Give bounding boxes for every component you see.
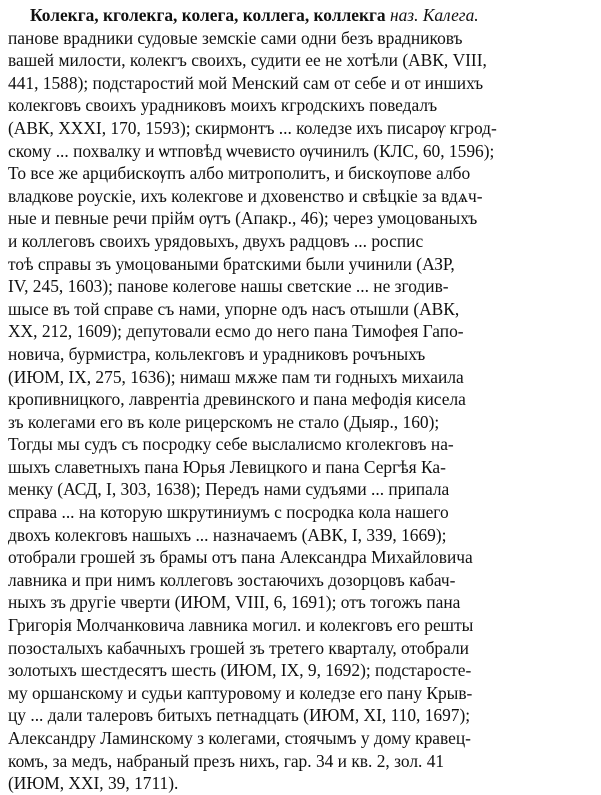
entry-line: тоѣ справы зъ умоцоваными братскими были учинили (АЗР, bbox=[8, 253, 455, 274]
entry-line: лавника и при нимъ коллеговъ зостаючихъ дозорцовъ кабач- bbox=[8, 569, 456, 590]
entry-line: (ИЮМ, XXI, 39, 1711). bbox=[8, 773, 179, 794]
entry-line: кропивницкого, лаврентіа древинского и пана мефодія кисела bbox=[8, 389, 466, 410]
entry-line: менку (АСД, I, 303, 1638); Передъ нами судъями ... припала bbox=[8, 479, 450, 500]
entry-line: 441, 1588); подстаростий мой Менский сам от себе и от иншихъ bbox=[8, 72, 484, 93]
entry-line: вашей милости, колекгъ своихъ, судити ее не хотѣли (АВК, VIII, bbox=[8, 50, 487, 71]
entry-line: новича, бурмистра, кольлекговъ и урадниковъ рочъныхъ bbox=[8, 343, 426, 364]
entry-line: золотыхъ шестдесятъ шесть (ИЮМ, IX, 9, 1692); подстаросте- bbox=[8, 660, 472, 681]
entry-line: зъ колегами его въ коле рицерскомъ не стало (Дыяр., 160); bbox=[8, 411, 440, 432]
cross-reference-label: наз. bbox=[389, 5, 419, 25]
entry-line: двохъ колекговъ нашыхъ ... назначаемъ (АВК, I, 339, 1669); bbox=[8, 524, 447, 545]
entry-line: шыхъ славетныхъ пана Юрья Левицкого и пана Сергѣя Ка- bbox=[8, 456, 446, 477]
entry-line: позосталыхъ кабачныхъ грошей зъ третего кварталу, отобрали bbox=[8, 637, 469, 658]
entry-line: панове врадники судовые земскіе сами одни безъ врадниковъ bbox=[8, 27, 463, 48]
entry-line: справа ... на которую шкрутиниумъ с посродка кола нашего bbox=[8, 502, 449, 523]
entry-line: скому ... похвалку и ѡтповѣд ѡчевисто ѹчинилъ (КЛС, 60, 1596); bbox=[8, 140, 495, 161]
entry-line: му оршанскому и судьи каптуровому и коледзе его пану Крыв- bbox=[8, 682, 473, 703]
entry-line: отобрали грошей зъ брамы отъ пана Александра Михайловича bbox=[8, 547, 473, 568]
entry-line: ныхъ зъ другіе чверти (ИЮМ, VIII, 6, 1691); отъ тогожъ пана bbox=[8, 592, 461, 613]
entry-line: владкове роускіе, ихъ колекгове и дховенство и свѣцкіе за вдѧч- bbox=[8, 185, 483, 206]
cross-reference-target: Калега. bbox=[422, 5, 479, 25]
entry-line: колекговъ своихъ урадниковъ моихъ кгродскихъ поведалъ bbox=[8, 95, 438, 116]
entry-line: Григорія Молчанковича лавника могил. и колекговъ его решты bbox=[8, 615, 474, 636]
entry-line: IV, 245, 1603); панове колегове нашы светские ... не згодив- bbox=[8, 276, 449, 297]
dictionary-entry bbox=[8, 4, 593, 795]
entry-first-line bbox=[8, 4, 593, 27]
entry-line: ные и певные речи прійм ѹтъ (Апакр., 46); через умоцованыхъ bbox=[8, 208, 478, 229]
entry-line: комъ, за медъ, набраный презъ нихъ, гар. 34 и кв. 2, зол. 41 bbox=[8, 750, 445, 771]
entry-line: Александру Ламинскому з колегами, стоячымъ у дому кравец- bbox=[8, 728, 471, 748]
entry-line: цу ... дали талеровъ битыхъ петнадцать (ИЮМ, XI, 110, 1697); bbox=[8, 705, 471, 726]
entry-line: шысе въ той справе съ нами, упорне одъ насъ отышли (АВК, bbox=[8, 298, 460, 319]
entry-line: Тогды мы судъ съ посродку себе выслалисмо кголекговъ на- bbox=[8, 434, 454, 455]
entry-line: То все же арцибискѹпъ албо митрополитъ, и бискѹпове албо bbox=[8, 163, 471, 184]
entry-line: XX, 212, 1609); депутовали есмо до него пана Тимофея Гапо- bbox=[8, 321, 464, 342]
entry-line: (АВК, XXXI, 170, 1593); скирмонтъ ... коледзе ихъ писарѹ кгрод- bbox=[8, 117, 497, 138]
headword: Колекга, кголекга, колега, коллега, коллекга bbox=[30, 5, 386, 25]
entry-line: (ИЮМ, IX, 275, 1636); нимаш мѫже пам ти годныхъ михаила bbox=[8, 366, 464, 387]
entry-line: и коллеговъ своихъ урядовыхъ, двухъ радцовъ ... роспис bbox=[8, 230, 424, 251]
